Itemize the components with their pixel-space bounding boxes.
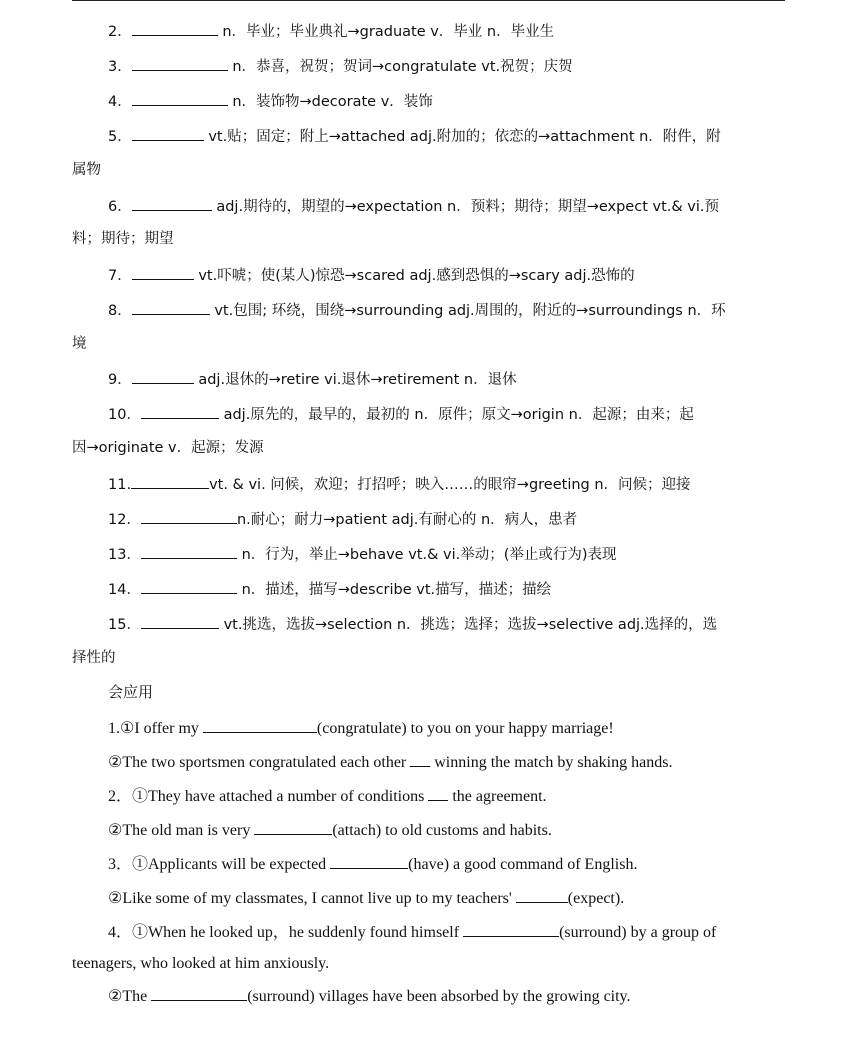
vocab-item: 8． vt.包围; 环绕，围绕→surrounding adj.周围的，附近的→surroundings n．环: [108, 299, 788, 321]
vocab-item: 12． n.耐心；耐力→patient adj.有耐心的 n．病人，患者: [108, 508, 788, 530]
vocab-item: 6． adj.期待的，期望的→expectation n．预料；期待；期望→expect vt.& vi.预: [108, 195, 788, 217]
answer-blank[interactable]: [132, 195, 212, 211]
vocab-item: 10． adj.原先的，最早的，最初的 n．原件；原文→origin n．起源；由来；起: [108, 403, 788, 425]
answer-blank[interactable]: [132, 368, 194, 384]
answer-blank[interactable]: [141, 613, 219, 629]
answer-blank[interactable]: [132, 90, 228, 106]
exercise-item: 2．①They have attached a number of conditions the agreement.: [108, 785, 788, 807]
exercise-item: ②The two sportsmen congratulated each other winning the match by shaking hands.: [108, 751, 788, 773]
vocab-item: 7． vt.吓唬；使(某人)惊恐→scared adj.感到恐惧的→scary adj.恐怖的: [108, 264, 788, 286]
vocab-item: 14． n．描述，描写→describe vt.描写，描述；描绘: [108, 578, 788, 600]
answer-blank[interactable]: [132, 264, 194, 280]
top-rule: [72, 0, 785, 1]
vocab-item-continuation: 料；期待；期望: [72, 231, 174, 247]
answer-blank[interactable]: [463, 921, 559, 937]
vocab-item: 11. vt. & vi. 问候，欢迎；打招呼；映入……的眼帘→greeting n．问候；迎接: [108, 473, 788, 495]
exercise-item: ②The old man is very (attach) to old customs and habits.: [108, 819, 788, 841]
section-title: 会应用: [108, 683, 154, 701]
answer-blank[interactable]: [151, 985, 247, 1001]
vocab-item: 3． n．恭喜，祝贺；贺词→congratulate vt.祝贺；庆贺: [108, 55, 788, 77]
exercise-item: ②The (surround) villages have been absorbed by the growing city.: [108, 985, 788, 1007]
vocab-item-continuation: 择性的: [72, 650, 116, 666]
answer-blank[interactable]: [410, 751, 430, 767]
answer-blank[interactable]: [141, 508, 237, 524]
vocab-item-continuation: 境: [72, 336, 87, 352]
answer-blank[interactable]: [141, 578, 237, 594]
answer-blank[interactable]: [132, 20, 218, 36]
vocab-item: 2． n．毕业；毕业典礼→graduate v．毕业 n．毕业生: [108, 20, 788, 42]
exercise-item: 3．①Applicants will be expected (have) a good command of English.: [108, 853, 788, 875]
answer-blank[interactable]: [516, 887, 568, 903]
vocab-item: 5． vt.贴；固定；附上→attached adj.附加的；依恋的→attachment n．附件，附: [108, 125, 788, 147]
answer-blank[interactable]: [132, 299, 210, 315]
vocab-item: 9． adj.退休的→retire vi.退休→retirement n．退休: [108, 368, 788, 390]
vocab-item: 15． vt.挑选，选拔→selection n．挑选；选择；选拔→selective adj.选择的，选: [108, 613, 788, 635]
answer-blank[interactable]: [203, 717, 317, 733]
vocab-item: 4． n．装饰物→decorate v．装饰: [108, 90, 788, 112]
vocab-item-continuation: 属物: [72, 162, 101, 178]
exercise-item: 1.①I offer my (congratulate) to you on your happy marriage!: [108, 717, 788, 739]
answer-blank[interactable]: [132, 125, 204, 141]
answer-blank[interactable]: [428, 785, 448, 801]
exercise-item: 4．①When he looked up，he suddenly found himself (surround) by a group of: [108, 921, 788, 943]
answer-blank[interactable]: [132, 55, 228, 71]
vocab-item-continuation: 因→originate v．起源；发源: [72, 440, 264, 456]
answer-blank[interactable]: [141, 543, 237, 559]
answer-blank[interactable]: [131, 473, 209, 489]
vocab-item: 13． n．行为，举止→behave vt.& vi.举动；(举止或行为)表现: [108, 543, 788, 565]
answer-blank[interactable]: [330, 853, 408, 869]
answer-blank[interactable]: [254, 819, 332, 835]
exercise-item-continuation: teenagers, who looked at him anxiously.: [72, 955, 330, 972]
exercise-item: ②Like some of my classmates, I cannot live up to my teachers' (expect).: [108, 887, 788, 909]
answer-blank[interactable]: [141, 403, 219, 419]
